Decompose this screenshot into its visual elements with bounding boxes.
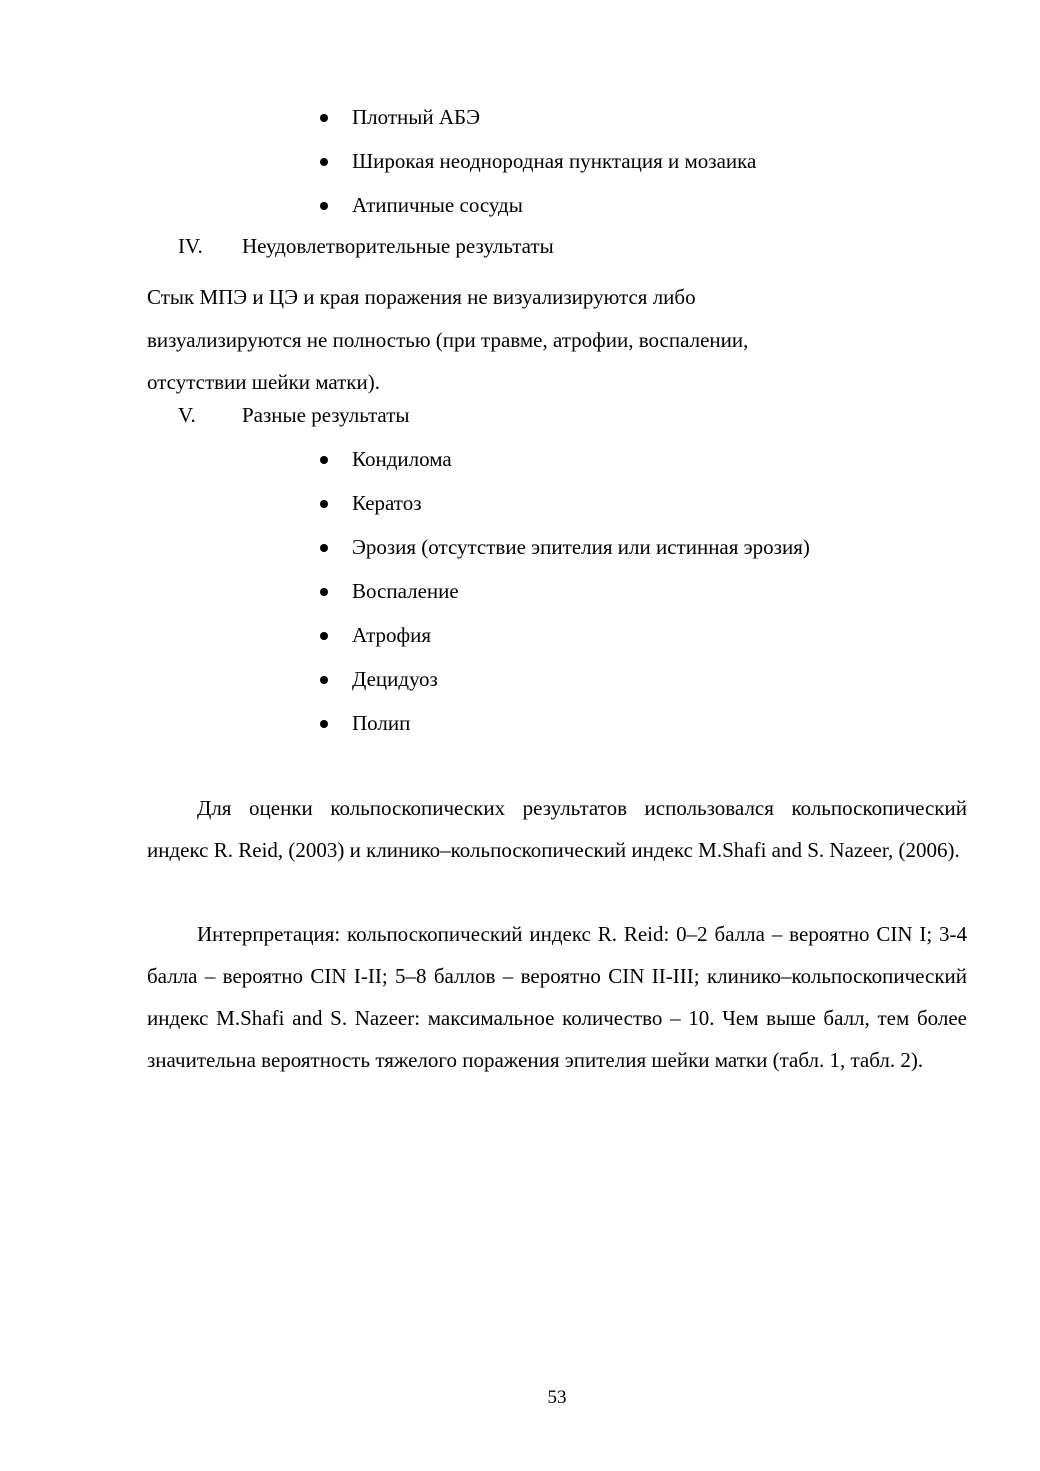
list-item-text: Широкая неоднородная пунктация и мозаика: [352, 149, 757, 173]
paragraph-assessment-method: Для оценки кольпоскопических результатов использовался кольпоскопический индекс R. Reid, (2003) и клинико–кольпоскопический индекс M.Shafi and S. Nazeer, (2006).: [147, 796, 967, 862]
list-item: [316, 446, 810, 490]
list-item: [316, 490, 810, 534]
section-iv-description: [147, 276, 867, 404]
list-item: [316, 534, 810, 578]
list-item-text: Децидуоз: [352, 667, 438, 691]
list-item: [316, 148, 756, 192]
section-title: Неудовлетворительные результаты: [242, 234, 554, 258]
list-item-text: Кератоз: [352, 491, 422, 515]
bullet-icon: [320, 158, 328, 166]
bullet-list-miscellaneous: [316, 446, 810, 754]
bullet-icon: [320, 456, 328, 464]
list-item-text: Плотный АБЭ: [352, 105, 480, 129]
bullet-icon: [320, 544, 328, 552]
bullet-icon: [320, 202, 328, 210]
bullet-icon: [320, 720, 328, 728]
list-item-text: Атипичные сосуды: [352, 193, 523, 217]
section-heading-iv: [178, 233, 554, 259]
list-item: [316, 710, 810, 754]
text-line: визуализируются не полностью (при травме, атрофии, воспалении,: [147, 327, 749, 352]
list-item-text: Воспаление: [352, 579, 459, 603]
bullet-icon: [320, 114, 328, 122]
list-item: [316, 192, 756, 236]
section-heading-v: [178, 402, 409, 428]
section-number: V.: [178, 403, 196, 427]
paragraph-interpretation: Интерпретация: кольпоскопический индекс R. Reid: 0–2 балла – вероятно CIN I; 3-4 балла – вероятно CIN I-II; 5–8 баллов – вероятно CIN II-III; клинико–кольпоскопический индекс M.Shafi and S. Nazeer: максимальное количество – 10. Чем выше балл, тем более значительна вероятность тяжелого поражения эпителия шейки матки (табл. 1, табл. 2).: [147, 922, 967, 1072]
list-item: [316, 578, 810, 622]
text-line: Стык МПЭ и ЦЭ и края поражения не визуализируются либо: [147, 285, 696, 309]
list-item: [316, 104, 756, 148]
bullet-icon: [320, 588, 328, 596]
list-item: [316, 622, 810, 666]
list-item: [316, 666, 810, 710]
section-title: Разные результаты: [242, 403, 410, 427]
section-number: IV.: [178, 234, 203, 258]
list-item-text: Эрозия (отсутствие эпителия или истинная эрозия): [352, 535, 810, 559]
page-number: 53: [547, 1387, 567, 1408]
bullet-icon: [320, 500, 328, 508]
list-item-text: Кондилома: [352, 447, 452, 471]
list-item-text: Полип: [352, 711, 411, 735]
bullet-icon: [320, 632, 328, 640]
bullet-icon: [320, 676, 328, 684]
text-line: отсутствии шейки матки).: [147, 370, 380, 394]
list-item-text: Атрофия: [352, 623, 432, 647]
bullet-list-colposcopy-major: [316, 104, 756, 236]
